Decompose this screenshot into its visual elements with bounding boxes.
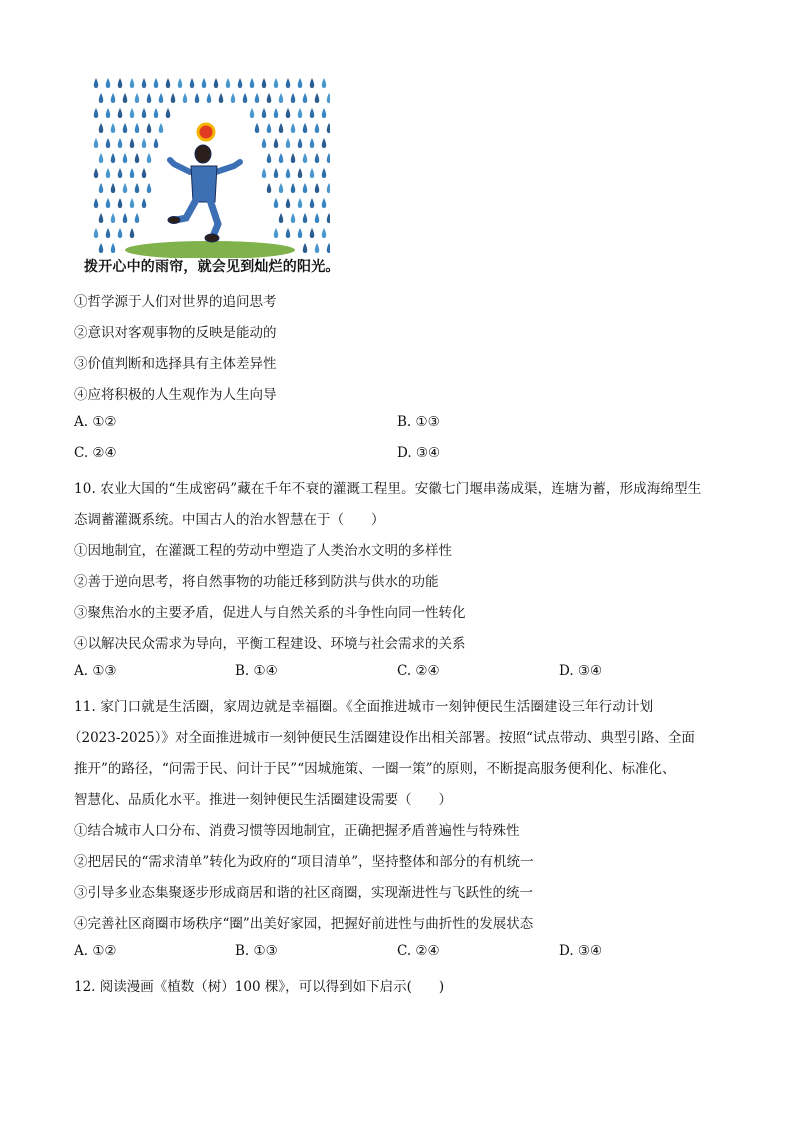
q11-option-c[interactable]: C. ②④ — [397, 943, 440, 959]
q9-item-3: ③价值判断和选择具有主体差异性 — [74, 356, 277, 372]
q9-item-2: ②意识对客观事物的反映是能动的 — [74, 325, 277, 341]
q10-item-1: ①因地制宜，在灌溉工程的劳动中塑造了人类治水文明的多样性 — [74, 543, 452, 559]
q9-option-d[interactable]: D. ③④ — [397, 445, 441, 461]
q9-item-1: ①哲学源于人们对世界的追问思考 — [74, 294, 277, 310]
q10-stem-line-2: 态调蓄灌溉系统。中国古人的治水智慧在于（ ） — [74, 512, 385, 528]
q9-item-4: ④应将积极的人生观作为人生向导 — [74, 387, 277, 403]
q11-item-2: ②把居民的“需求清单”转化为政府的“项目清单”，坚持整体和部分的有机统一 — [74, 854, 534, 870]
q11-item-1: ①结合城市人口分布、消费习惯等因地制宜，正确把握矛盾普遍性与特殊性 — [74, 823, 520, 839]
q11-stem-line-1: 11. 家门口就是生活圈，家周边就是幸福圈。《全面推进城市一刻钟便民生活圈建设三年行动计划 — [74, 699, 654, 715]
q11-stem-line-3: 推开”的路径，“问需于民、问计于民”“因城施策、一圈一策”的原则，不断提高服务便利化、标准化、 — [74, 761, 676, 777]
q10-item-4: ④以解决民众需求为导向，平衡工程建设、环境与社会需求的关系 — [74, 636, 466, 652]
q10-stem-line-1: 10. 农业大国的“生成密码”藏在千年不衰的灌溉工程里。安徽七门堰串荡成渠，连塘为蓄，形成海绵型生 — [74, 481, 702, 497]
q11-stem-line-4: 智慧化、品质化水平。推进一刻钟便民生活圈建设需要（ ） — [74, 792, 452, 808]
figure-caption: 拨开心中的雨帘，就会见到灿烂的阳光。 — [84, 259, 340, 275]
rain-curtain-illustration — [90, 72, 330, 258]
q10-option-a[interactable]: A. ①③ — [74, 663, 117, 679]
q11-option-b[interactable]: B. ①③ — [235, 943, 278, 959]
q10-option-c[interactable]: C. ②④ — [397, 663, 440, 679]
q10-item-3: ③聚焦治水的主要矛盾，促进人与自然关系的斗争性向同一性转化 — [74, 605, 466, 621]
q12-stem: 12. 阅读漫画《植数（树）100 棵》，可以得到如下启示( ) — [74, 979, 445, 995]
rain-curtain-sun-illustration — [90, 72, 330, 258]
q11-option-d[interactable]: D. ③④ — [559, 943, 603, 959]
q9-option-a[interactable]: A. ①② — [74, 414, 117, 430]
q11-item-3: ③引导多业态集聚逐步形成商居和谐的社区商圈，实现渐进性与飞跃性的统一 — [74, 885, 533, 901]
q9-option-c[interactable]: C. ②④ — [74, 445, 117, 461]
q11-item-4: ④完善社区商圈市场秩序“圈”出美好家园，把握好前进性与曲折性的发展状态 — [74, 916, 534, 932]
q10-option-d[interactable]: D. ③④ — [559, 663, 603, 679]
q10-item-2: ②善于逆向思考，将自然事物的功能迁移到防洪与供水的功能 — [74, 574, 439, 590]
q9-option-b[interactable]: B. ①③ — [397, 414, 440, 430]
q10-option-b[interactable]: B. ①④ — [235, 663, 278, 679]
q11-option-a[interactable]: A. ①② — [74, 943, 117, 959]
q11-stem-line-2: （2023-2025）》对全面推进城市一刻钟便民生活圈建设作出相关部署。按照“试点带动、典型引路、全面 — [68, 730, 695, 746]
sun-icon — [198, 124, 214, 140]
